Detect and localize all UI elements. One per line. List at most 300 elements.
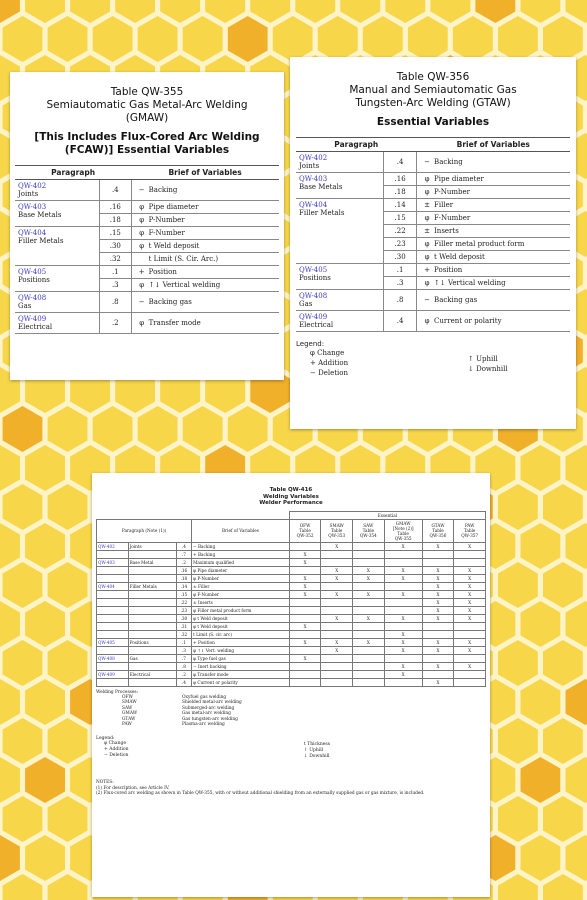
process-mark [289, 646, 321, 654]
process-mark [289, 630, 321, 638]
paragraph-name: Electrical [299, 321, 334, 329]
legend-item: φ Change [104, 741, 127, 747]
legend [96, 736, 486, 776]
legend-title: Legend: [96, 736, 115, 742]
process-mark [289, 542, 321, 550]
variable-number: .4 [384, 311, 417, 332]
paragraph-name: Base Metals [299, 183, 343, 191]
process-mark: X [384, 630, 422, 638]
process-header-line: Table [330, 528, 343, 533]
paragraph-name: Gas [299, 300, 313, 308]
process-mark: X [384, 614, 422, 622]
paragraph-link[interactable]: QW-409 [299, 313, 328, 321]
paragraph-code [97, 614, 129, 622]
variable-number: .16 [99, 201, 131, 214]
variable-number: .7 [176, 654, 191, 662]
paragraph-link[interactable]: QW-403 [299, 175, 328, 183]
process-mark: X [454, 614, 486, 622]
variable-symbol: φ [424, 175, 430, 183]
variable-number: .32 [99, 253, 131, 266]
process-header-line: PAW [464, 523, 475, 528]
process-mark [384, 582, 422, 590]
process-mark: X [454, 574, 486, 582]
process-mark [321, 678, 353, 686]
process-mark: X [422, 662, 454, 670]
paragraph-name: Base Metals [18, 211, 62, 219]
process-mark [321, 670, 353, 678]
paragraph-link[interactable]: QW-409 [18, 315, 47, 323]
note-line: (2) Flux-cored arc welding as shown in Table QW-355, with or without additional shielding from an externally supplied gas or gas mixture, is included. [96, 791, 425, 797]
process-mark: X [321, 646, 353, 654]
variable-symbol: + [138, 268, 145, 276]
variable-number: .8 [384, 290, 417, 311]
table-qw-355 [15, 165, 279, 334]
paragraph-name: Electrical [128, 670, 176, 678]
variable-description: φ Filler metal product form [192, 606, 290, 614]
variable-text: ↑↓ Vertical welding [148, 281, 221, 289]
variable-number: .31 [176, 622, 191, 630]
paragraph-name: Filler Metals [18, 237, 64, 245]
process-mark [384, 550, 422, 558]
process-mark [422, 654, 454, 662]
process-column-header [454, 519, 486, 542]
process-mark [454, 550, 486, 558]
paragraph-link[interactable]: QW-408 [18, 294, 47, 302]
table-qw-416-title [96, 487, 486, 507]
variable-description: + Position [192, 638, 290, 646]
paragraph-name [128, 566, 176, 574]
table-row [15, 292, 279, 313]
process-mark [289, 598, 321, 606]
variable-description [417, 290, 570, 311]
variable-description: φ P-Number [192, 574, 290, 582]
welding-processes-heading: Welding Processes: [96, 689, 139, 695]
paragraph-link[interactable]: QW-409 [98, 671, 115, 677]
subtitle-line: Essential Variables [376, 116, 490, 128]
legend-item: − Deletion [310, 369, 349, 377]
paragraph-name [128, 662, 176, 670]
table-row [15, 266, 279, 279]
variable-number: .30 [384, 251, 417, 264]
variable-number: .30 [176, 614, 191, 622]
process-mark: X [289, 558, 321, 566]
paragraph-name [128, 606, 176, 614]
paragraph-link[interactable]: QW-402 [18, 182, 47, 190]
variable-description: φ t Weld deposit [192, 614, 290, 622]
paragraph-name [128, 550, 176, 558]
paragraph-name: Joints [299, 162, 320, 170]
process-mark [353, 606, 385, 614]
variable-symbol: φ [139, 229, 145, 237]
variable-number: .14 [384, 199, 417, 212]
paragraph-cell [296, 290, 384, 311]
variable-number: .2 [176, 670, 191, 678]
table-row [97, 598, 486, 606]
process-mark: X [422, 638, 454, 646]
table-row [97, 678, 486, 686]
variable-number: .23 [384, 238, 417, 251]
process-header-line: QW-353 [328, 533, 346, 538]
table-row [296, 311, 570, 332]
notes [96, 780, 486, 797]
paragraph-header: Paragraph [296, 138, 417, 152]
variable-symbol: − [138, 298, 145, 306]
paragraph-cell [296, 152, 384, 173]
paragraph-cell [296, 173, 384, 199]
variable-description: t Limit (S. cir. arc) [192, 630, 290, 638]
process-header-line: SAW [363, 523, 374, 528]
process-mark [454, 622, 486, 630]
paragraph-name: Base Metal [128, 558, 176, 566]
process-column-header [353, 519, 385, 542]
brief-header: Brief of Variables [131, 166, 279, 180]
legend-item: ↓ Downhill [468, 365, 508, 373]
process-mark: X [454, 542, 486, 550]
process-mark [289, 670, 321, 678]
process-column-header [321, 519, 353, 542]
variable-text: t Limit (S. Cir. Arc.) [148, 255, 219, 263]
table-row [97, 630, 486, 638]
process-mark: X [384, 662, 422, 670]
table-row [296, 173, 570, 186]
variable-description: φ t Weld deposit [192, 622, 290, 630]
essential-header: Essential [289, 511, 485, 519]
paragraph-link[interactable]: QW-405 [299, 266, 328, 274]
process-mark [384, 622, 422, 630]
process-mark [353, 622, 385, 630]
process-mark [353, 582, 385, 590]
paragraph-code [97, 598, 129, 606]
paragraph-name [128, 646, 176, 654]
paragraph-cell [15, 292, 99, 313]
process-mark [353, 542, 385, 550]
process-mark [353, 646, 385, 654]
table-row [296, 152, 570, 173]
variable-description: Maximum qualified [192, 558, 290, 566]
process-mark: X [422, 574, 454, 582]
variable-number: .1 [99, 266, 131, 279]
paragraph-link[interactable]: QW-404 [18, 229, 47, 237]
process-header-line: QW-357 [461, 533, 479, 538]
variable-description [131, 214, 279, 227]
variable-number: .16 [384, 173, 417, 186]
process-mark [422, 670, 454, 678]
table-row [97, 590, 486, 598]
variable-symbol: φ [139, 216, 145, 224]
variable-symbol: − [424, 158, 430, 166]
process-name: Submerged-arc welding [182, 705, 235, 711]
paragraph-code [97, 550, 129, 558]
variable-description [131, 240, 279, 253]
note-line: (1) For description, see Article IV. [96, 785, 170, 791]
process-mark: X [384, 670, 422, 678]
variable-text: Backing gas [148, 298, 192, 306]
variable-description: ± Inserts [192, 598, 290, 606]
variable-symbol: − [424, 296, 430, 304]
process-mark: X [289, 622, 321, 630]
paragraph-link[interactable]: QW-404 [98, 583, 115, 589]
process-abbr: SMAW [122, 700, 137, 706]
process-mark: X [454, 598, 486, 606]
variable-symbol: φ [424, 214, 430, 222]
process-mark [289, 678, 321, 686]
process-mark [454, 678, 486, 686]
table-row [97, 622, 486, 630]
variable-symbol: φ [424, 279, 430, 287]
process-header-line: Table [463, 528, 476, 533]
title-line: Table QW-356 [396, 71, 470, 83]
variable-number: .32 [176, 630, 191, 638]
process-mark: X [422, 566, 454, 574]
process-mark [422, 550, 454, 558]
process-mark: X [422, 598, 454, 606]
process-name: Gas metal-arc welding [182, 711, 231, 717]
process-mark: X [289, 654, 321, 662]
title-line: Semiautomatic Gas Metal-Arc Welding [46, 99, 248, 111]
process-mark [321, 606, 353, 614]
variable-text: Position [434, 266, 463, 274]
legend-item: − Deletion [104, 752, 129, 758]
process-header-line: Table [432, 528, 444, 533]
process-mark [321, 622, 353, 630]
variable-text: F-Number [434, 214, 471, 222]
variable-symbol: φ [424, 240, 430, 248]
variable-number: .1 [176, 638, 191, 646]
process-mark: X [353, 614, 385, 622]
variable-number: .4 [384, 152, 417, 173]
paragraph-link[interactable]: QW-408 [98, 655, 115, 661]
table-row [97, 574, 486, 582]
process-mark [321, 598, 353, 606]
process-mark: X [454, 638, 486, 646]
variable-number: .3 [99, 279, 131, 292]
paragraph-cell [15, 201, 99, 227]
process-mark: X [289, 590, 321, 598]
process-header-line: Table [299, 528, 311, 533]
process-mark: X [422, 614, 454, 622]
process-mark: X [289, 574, 321, 582]
subtitle-line: [This Includes Flux-Cored Arc Welding [34, 131, 260, 143]
variable-number: .15 [384, 212, 417, 225]
process-header-line: GTAW [431, 523, 445, 528]
variable-text: Filler [434, 201, 454, 209]
process-mark: X [422, 582, 454, 590]
variable-symbol: φ [424, 188, 430, 196]
process-header-line: QW-352 [296, 533, 314, 538]
variable-description [131, 292, 279, 313]
process-header-line: SMAW [329, 523, 344, 528]
variable-description [417, 225, 570, 238]
paragraph-name [128, 678, 176, 686]
process-mark [384, 598, 422, 606]
paragraph-link[interactable]: QW-405 [98, 639, 115, 645]
process-mark: X [454, 646, 486, 654]
process-mark [422, 558, 454, 566]
variable-text: Transfer mode [148, 319, 201, 327]
process-mark: X [321, 542, 353, 550]
paragraph-name: Filler Metals [128, 582, 176, 590]
paragraph-name: Gas [128, 654, 176, 662]
paragraph-link[interactable]: QW-408 [299, 292, 328, 300]
table-qw-356-subtitle [296, 116, 570, 129]
variable-text: Backing [434, 158, 463, 166]
paragraph-cell [296, 264, 384, 290]
table-qw-355-title [15, 86, 279, 125]
process-header-line: OFW [299, 523, 311, 528]
table-qw-416-card [92, 473, 490, 897]
paragraph-code [97, 582, 129, 590]
variable-description: ± Filler [192, 582, 290, 590]
process-mark: X [454, 606, 486, 614]
title-line: Tungsten-Arc Welding (GTAW) [355, 97, 511, 109]
paragraph-name: Joints [128, 542, 176, 550]
paragraph-cell [15, 266, 99, 292]
variable-description: φ ↑↓ Vert. welding [192, 646, 290, 654]
variable-number: .8 [99, 292, 131, 313]
variable-symbol: φ [139, 319, 145, 327]
variable-number: .23 [176, 606, 191, 614]
variable-number: .3 [384, 277, 417, 290]
process-mark: X [384, 646, 422, 654]
process-mark: X [384, 566, 422, 574]
process-mark [454, 654, 486, 662]
legend-item: + Addition [310, 359, 349, 367]
variable-text: P-Number [148, 216, 185, 224]
legend [296, 340, 570, 378]
process-header-line: QW-355 [394, 535, 412, 541]
process-mark [321, 558, 353, 566]
variable-description: − Inert backing [192, 662, 290, 670]
paragraph-header: Paragraph (Note (1)) [97, 519, 192, 542]
process-mark [384, 558, 422, 566]
process-column-header [289, 519, 321, 542]
variable-description [417, 251, 570, 264]
legend-item: φ Change [310, 349, 345, 357]
table-row [15, 201, 279, 214]
paragraph-name [128, 574, 176, 582]
variable-number: .4 [176, 678, 191, 686]
process-mark [353, 558, 385, 566]
paragraph-code [97, 558, 129, 566]
variable-number: .22 [384, 225, 417, 238]
table-qw-355-subtitle [15, 131, 279, 157]
process-mark: X [384, 590, 422, 598]
variable-number: .4 [176, 542, 191, 550]
paragraph-code [97, 622, 129, 630]
paragraph-code [97, 670, 129, 678]
process-mark [289, 614, 321, 622]
variable-symbol: φ [139, 281, 145, 289]
legend-item: t Thickness [304, 742, 331, 748]
process-mark: X [289, 550, 321, 558]
variable-number: .4 [99, 180, 131, 201]
process-name: Gas tungsten-arc welding [182, 716, 238, 722]
paragraph-code [97, 630, 129, 638]
process-mark [321, 582, 353, 590]
process-mark: X [384, 542, 422, 550]
process-mark [289, 662, 321, 670]
variable-symbol: φ [424, 253, 430, 261]
variable-description [131, 180, 279, 201]
paragraph-cell [15, 227, 99, 266]
table-qw-355-card [10, 72, 284, 380]
paragraph-code [97, 662, 129, 670]
table-qw-356-card [290, 57, 576, 429]
variable-text: Pipe diameter [148, 203, 199, 211]
paragraph-code [97, 678, 129, 686]
process-mark [353, 598, 385, 606]
variable-number: .15 [99, 227, 131, 240]
paragraph-code [97, 566, 129, 574]
process-mark [321, 662, 353, 670]
process-column-header [422, 519, 454, 542]
process-mark: X [422, 542, 454, 550]
variable-number: .18 [176, 574, 191, 582]
variable-description: φ F-Number [192, 590, 290, 598]
legend-item: + Addition [104, 746, 129, 752]
variable-description: − Backing [192, 542, 290, 550]
process-mark [289, 566, 321, 574]
table-row [97, 542, 486, 550]
paragraph-header: Paragraph [15, 166, 131, 180]
process-mark [289, 606, 321, 614]
variable-text: Position [148, 268, 177, 276]
legend-item: ↑ Uphill [304, 747, 324, 753]
paragraph-name: Gas [18, 302, 32, 310]
paragraph-link[interactable]: QW-403 [18, 203, 47, 211]
table-qw-416 [96, 511, 486, 687]
paragraph-link[interactable]: QW-402 [98, 543, 115, 549]
paragraph-cell [15, 313, 99, 334]
brief-header: Brief of Variables [417, 138, 570, 152]
variable-text: Inserts [434, 227, 459, 235]
variable-description [131, 313, 279, 334]
process-mark: X [422, 678, 454, 686]
paragraph-code [97, 638, 129, 646]
table-row [97, 550, 486, 558]
process-mark [422, 622, 454, 630]
variable-description [417, 277, 570, 290]
process-mark [454, 558, 486, 566]
table-row [15, 227, 279, 240]
paragraph-name: Positions [299, 274, 331, 282]
variable-description: φ Transfer mode [192, 670, 290, 678]
process-name: Plasma-arc welding [182, 722, 225, 728]
paragraph-link[interactable]: QW-404 [299, 201, 328, 209]
variable-symbol: φ [139, 203, 145, 211]
process-abbr: GMAW [122, 711, 138, 717]
variable-number: .2 [99, 313, 131, 334]
paragraph-link[interactable]: QW-402 [299, 154, 328, 162]
paragraph-link[interactable]: QW-403 [98, 559, 115, 565]
variable-text: P-Number [434, 188, 470, 196]
process-abbr: SAW [122, 705, 133, 711]
title-line: Welder Performance [259, 500, 323, 506]
process-mark [353, 654, 385, 662]
variable-number: .14 [176, 582, 191, 590]
subtitle-line: (FCAW)] Essential Variables [64, 144, 230, 156]
title-line: Table QW-416 [269, 487, 313, 493]
variable-description [417, 152, 570, 173]
variable-number: .30 [99, 240, 131, 253]
paragraph-code [97, 646, 129, 654]
variable-symbol: φ [424, 317, 430, 325]
title-line: Table QW-355 [110, 86, 184, 98]
paragraph-name: Electrical [18, 323, 53, 331]
paragraph-name [128, 614, 176, 622]
variable-description [417, 311, 570, 332]
paragraph-link[interactable]: QW-405 [18, 268, 47, 276]
